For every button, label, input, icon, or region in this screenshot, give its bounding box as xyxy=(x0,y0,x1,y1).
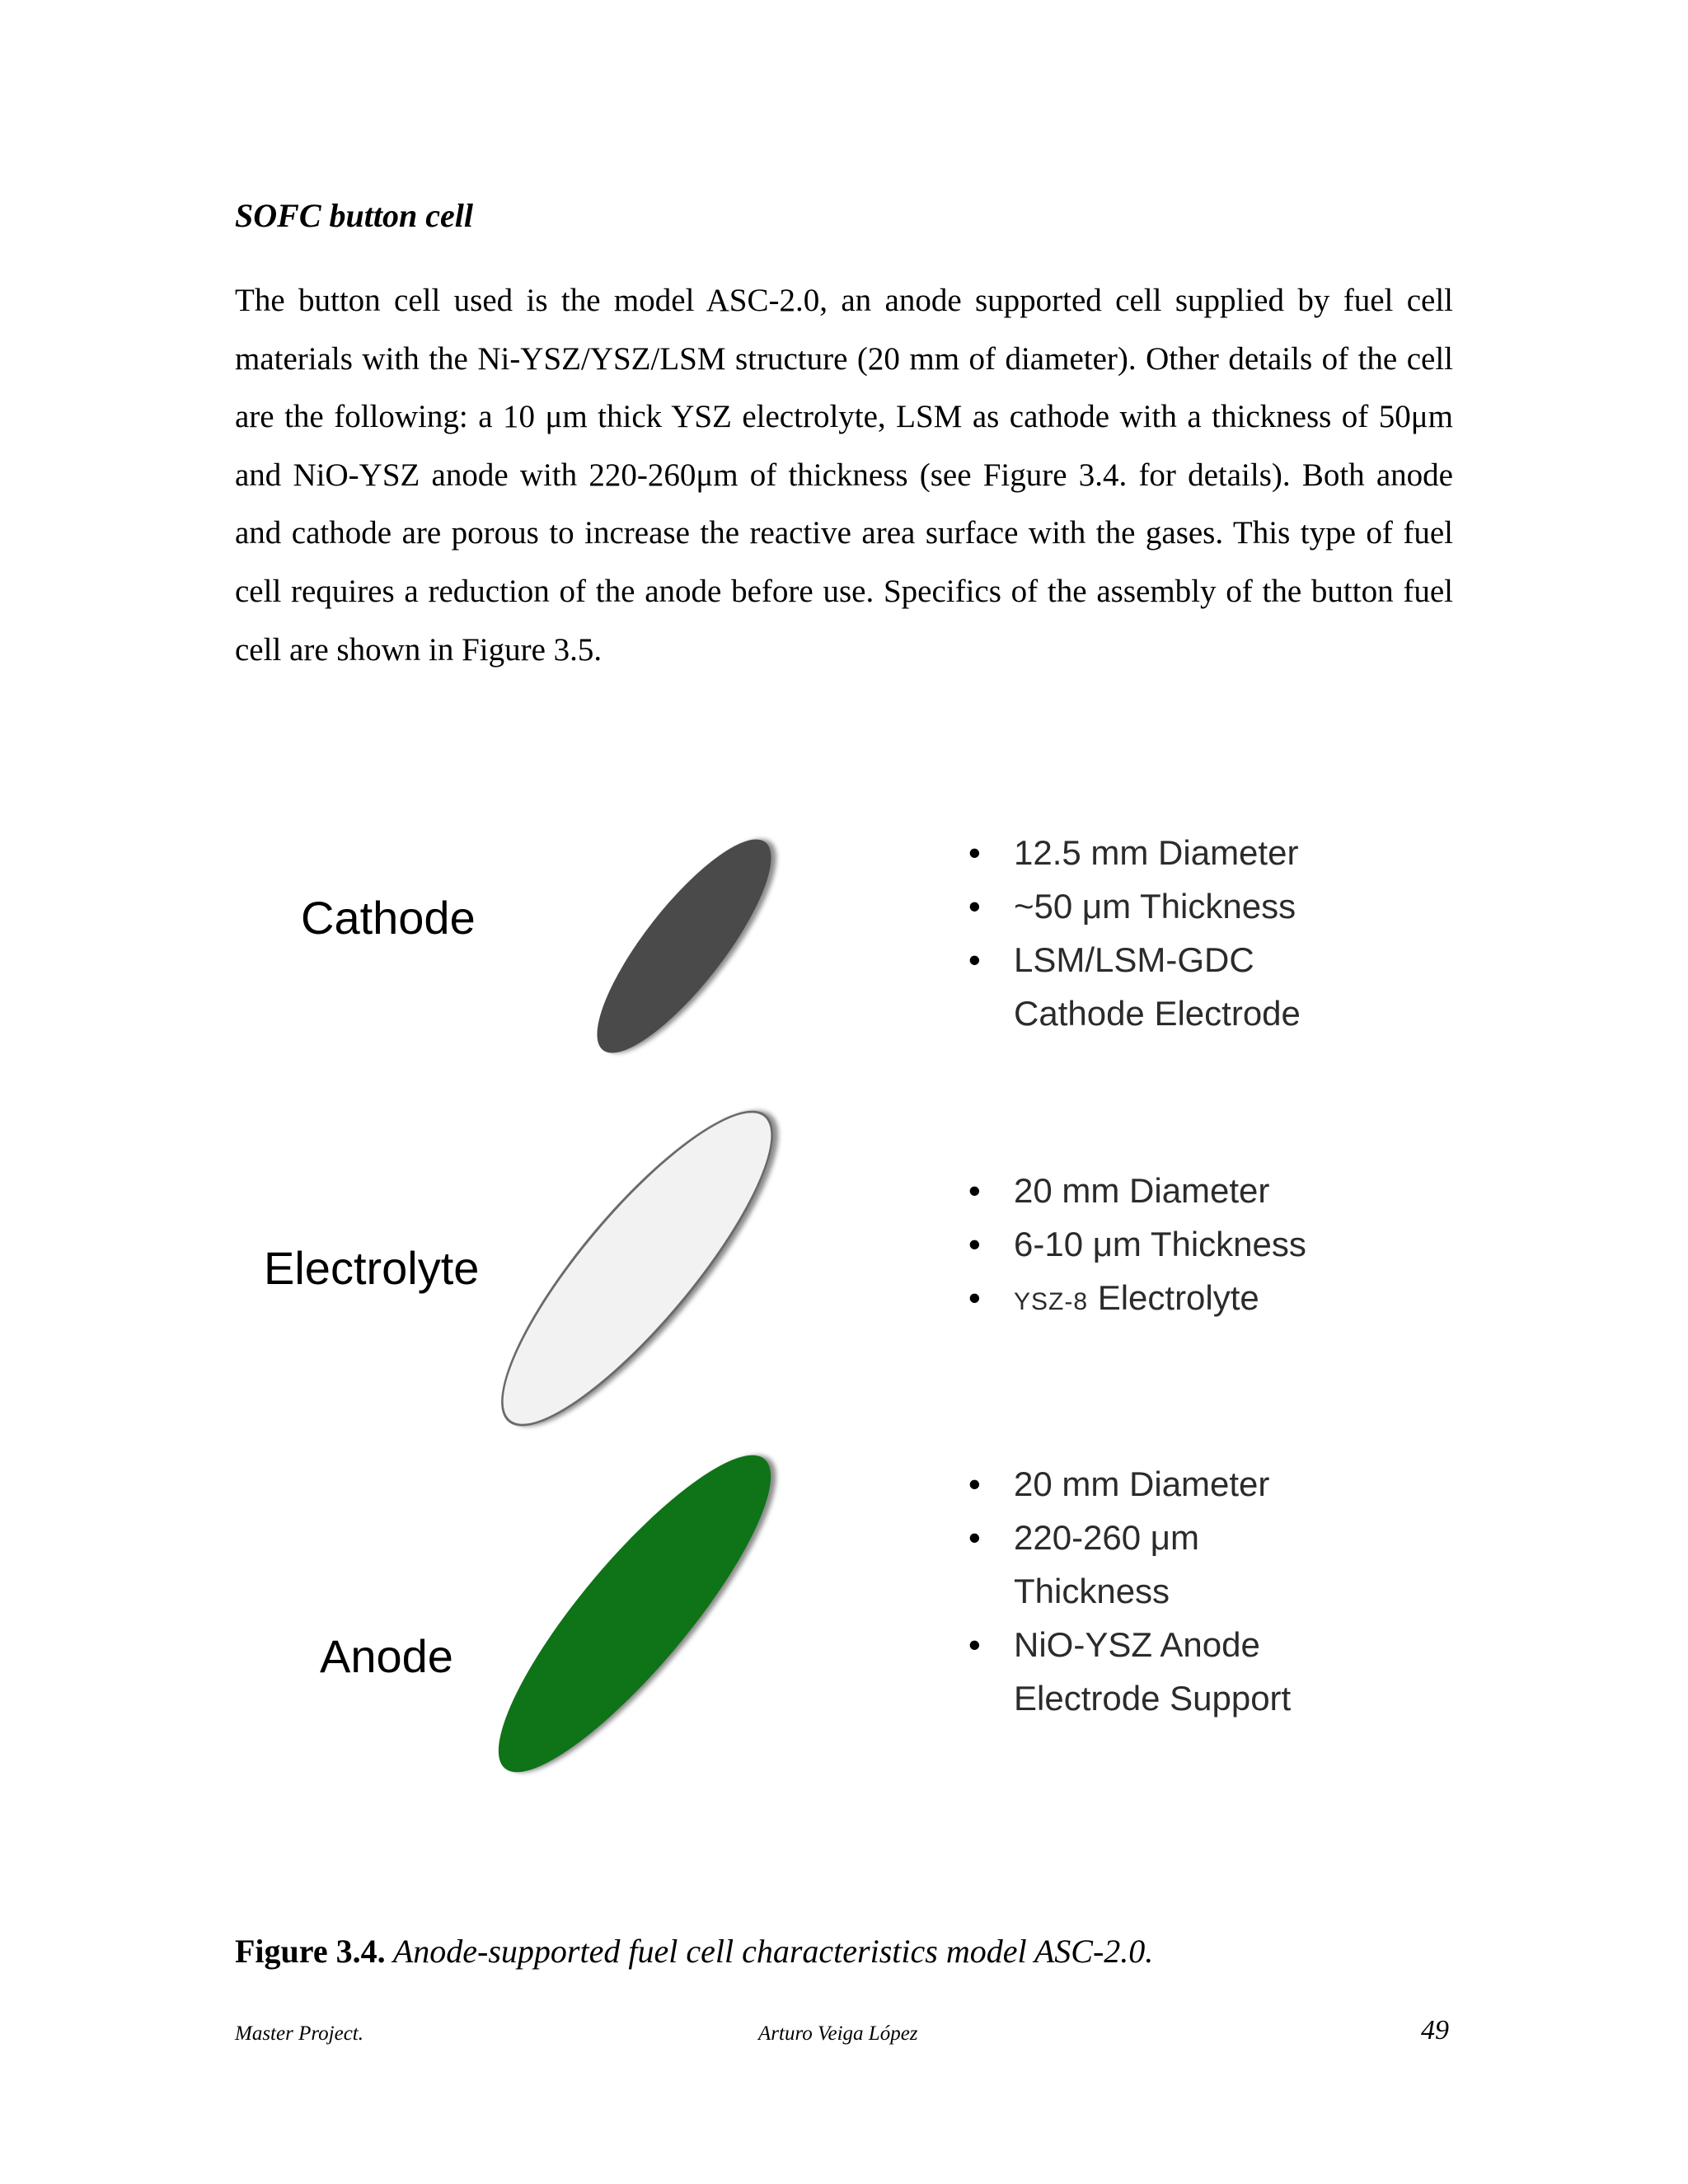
cathode-label: Cathode xyxy=(301,892,476,944)
section-heading: SOFC button cell xyxy=(235,197,473,234)
cathode-spec-item: • 12.5 mm Diameter xyxy=(968,826,1348,879)
electrolyte-specs xyxy=(968,1164,1381,1329)
footer-project: Master Project. xyxy=(235,2022,363,2045)
figure-caption-text: Anode-supported fuel cell characteristics model ASC-2.0. xyxy=(385,1933,1154,1970)
electrolyte-spec-item xyxy=(968,1271,1381,1329)
cathode-disc xyxy=(572,818,797,1074)
anode-disc xyxy=(464,1425,806,1803)
electrolyte-material-text: Electrolyte xyxy=(1088,1278,1259,1317)
anode-specs xyxy=(968,1457,1348,1725)
electrolyte-spec-item: • 6-10 μm Thickness xyxy=(968,1217,1381,1271)
body-paragraph: The button cell used is the model ASC-2.0, an anode supported cell supplied by fuel cell materials with the Ni-YSZ/YSZ/LSM structure (20 mm of diameter). Other details of the cell are the following: a 10 μm thick YSZ electrolyte, LSM as cathode with a thickness of 50μm and NiO-YSZ anode with 220-260μm of thickness (see Figure 3.4. for details). Both anode and cathode are porous to increase the reactive area surface with the gases. This type of fuel cell requires a reduction of the anode before use. Specifics of the assembly of the button fuel cell are shown in Figure 3.5. xyxy=(235,283,1453,668)
anode-spec-item: • 220-260 μm Thickness xyxy=(968,1511,1348,1618)
figure-caption-label: Figure 3.4. xyxy=(235,1933,386,1970)
electrolyte-disc xyxy=(465,1078,809,1458)
anode-label: Anode xyxy=(320,1630,453,1682)
cathode-spec-item: • LSM/LSM-GDC Cathode Electrode xyxy=(968,933,1348,1040)
figure-caption xyxy=(235,1927,1153,1976)
anode-spec-item: • 20 mm Diameter xyxy=(968,1457,1348,1511)
electrolyte-spec-item: • 20 mm Diameter xyxy=(968,1164,1381,1217)
cathode-spec-item: • ~50 μm Thickness xyxy=(968,879,1348,933)
footer-author: Arturo Veiga López xyxy=(758,2022,918,2045)
electrolyte-label: Electrolyte xyxy=(264,1242,480,1294)
page-number: 49 xyxy=(1421,2015,1449,2046)
electrolyte-material-code: YSZ-8 xyxy=(1014,1288,1089,1315)
anode-spec-item: • NiO-YSZ Anode Electrode Support xyxy=(968,1618,1348,1725)
cathode-specs xyxy=(968,826,1348,1040)
cell-structure-figure xyxy=(235,791,1453,1863)
